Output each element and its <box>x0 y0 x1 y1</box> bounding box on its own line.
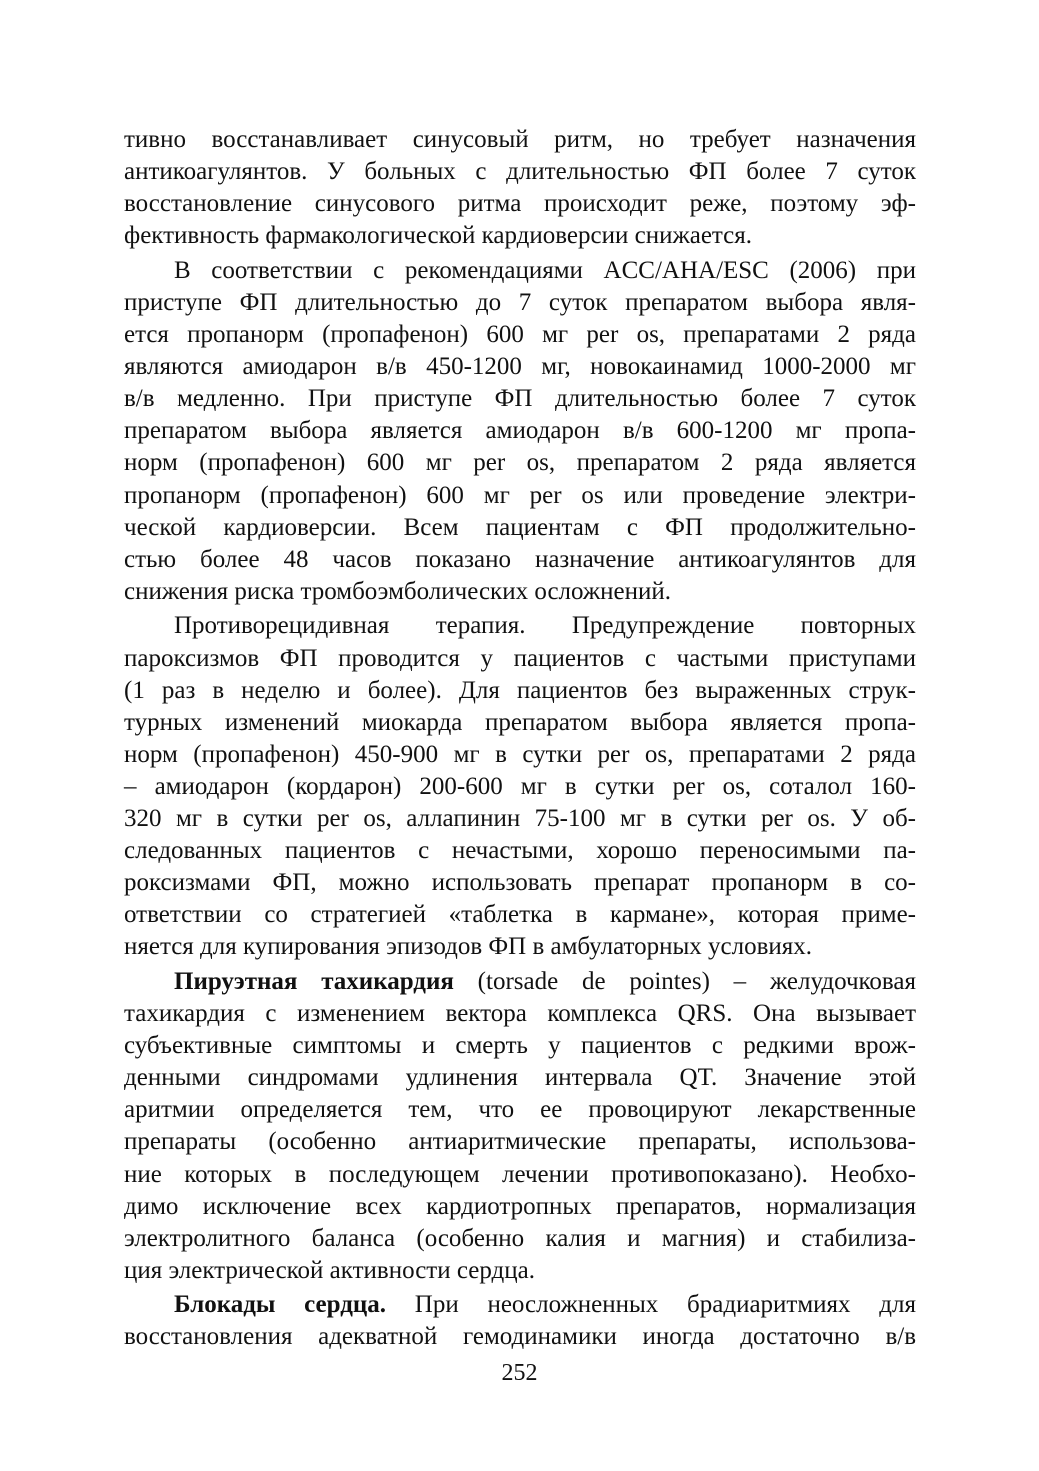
text-line: – амиодарон (кордарон) 200-600 мг в сутки per os, соталол 160- <box>124 772 916 800</box>
bold-term: Пируэтная тахикардия <box>174 967 454 995</box>
text-line: 320 мг в сутки per os, аллапинин 75-100 мг в сутки per os. У об- <box>124 804 916 832</box>
text-fragment: (torsade de pointes) – желудочковая <box>453 967 916 995</box>
text-line: субъективные симптомы и смерть у пациентов с редкими врож- <box>124 1032 916 1060</box>
text-line: в/в медленно. При приступе ФП длительностью более 7 суток <box>124 385 916 413</box>
paragraph-2 <box>124 255 916 608</box>
text-line: В соответствии с рекомендациями ACC/AHA/ESC (2006) при <box>174 256 916 284</box>
text-line: димо исключение всех кардиотропных препаратов, нормализация <box>124 1192 916 1220</box>
bold-term: Блокады сердца. <box>174 1291 387 1319</box>
text-line: стью более 48 часов показано назначение антикоагулянтов для <box>124 545 916 573</box>
text-line: снижения риска тромбоэмболических осложнений. <box>124 577 672 605</box>
text-line: ческой кардиоверсии. Всем пациентам с ФП продолжительно- <box>124 513 916 541</box>
text-line: турных изменений миокарда препаратом выбора является пропа- <box>124 708 916 736</box>
text-line: (1 раз в неделю и более). Для пациентов без выраженных струк- <box>124 676 916 704</box>
text-line: антикоагулянтов. У больных с длительностью ФП более 7 суток <box>124 158 916 186</box>
text-line: Противорецидивная терапия. Предупреждение повторных <box>174 612 916 640</box>
paragraph-1 <box>124 124 916 252</box>
text-line: норм (пропафенон) 600 мг per os, препаратом 2 ряда является <box>124 449 916 477</box>
text-line: восстановление синусового ритма происходит реже, поэтому эф- <box>124 190 916 218</box>
text-line: аритмии определяется тем, что ее провоцируют лекарственные <box>124 1096 916 1124</box>
paragraph-3 <box>124 610 916 963</box>
text-line: няется для купирования эпизодов ФП в амбулаторных условиях. <box>124 933 813 961</box>
text-line: ние которых в последующем лечении противопоказано). Необхо- <box>124 1160 916 1188</box>
text-line: роксизмами ФП, можно использовать препарат пропанорм в со- <box>124 869 916 897</box>
text-line: препаратом выбора является амиодарон в/в 600-1200 мг пропа- <box>124 417 916 445</box>
text-fragment: При неосложненных брадиаритмиях для <box>386 1291 916 1319</box>
text-line <box>124 966 916 998</box>
text-line: препараты (особенно антиаритмические препараты, использова- <box>124 1128 916 1156</box>
text-line: фективность фармакологической кардиоверсии снижается. <box>124 222 752 250</box>
text-line: пароксизмов ФП проводится у пациентов с частыми приступами <box>124 644 916 672</box>
text-line: следованных пациентов с нечастыми, хорошо переносимыми па- <box>124 837 916 865</box>
paragraph-5 <box>124 1289 916 1353</box>
text-line <box>124 1289 916 1321</box>
text-line: тахикардия с изменением вектора комплекса QRS. Она вызывает <box>124 1000 916 1028</box>
text-line: являются амиодарон в/в 450-1200 мг, новокаинамид 1000-2000 мг <box>124 353 916 381</box>
text-line: приступе ФП длительностью до 7 суток препаратом выбора явля- <box>124 288 916 316</box>
text-line: тивно восстанавливает синусовый ритм, но требует назначения <box>124 126 916 153</box>
text-line: ция электрической активности сердца. <box>124 1256 535 1284</box>
text-line: электролитного баланса (особенно калия и магния) и стабилиза- <box>124 1224 916 1252</box>
text-line: ется пропанорм (пропафенон) 600 мг per os, препаратами 2 ряда <box>124 321 916 349</box>
paragraph-4 <box>124 966 916 1287</box>
text-line: денными синдромами удлинения интервала QT. Значение этой <box>124 1064 916 1092</box>
text-line: восстановления адекватной гемодинамики иногда достаточно в/в <box>124 1323 916 1351</box>
text-line: ответствии со стратегией «таблетка в кармане», которая приме- <box>124 901 916 929</box>
text-line: норм (пропафенон) 450-900 мг в сутки per os, препаратами 2 ряда <box>124 740 916 768</box>
page-number: 252 <box>501 1360 538 1386</box>
document-page <box>124 124 916 1356</box>
text-line: пропанорм (пропафенон) 600 мг per os или проведение электри- <box>124 481 916 509</box>
